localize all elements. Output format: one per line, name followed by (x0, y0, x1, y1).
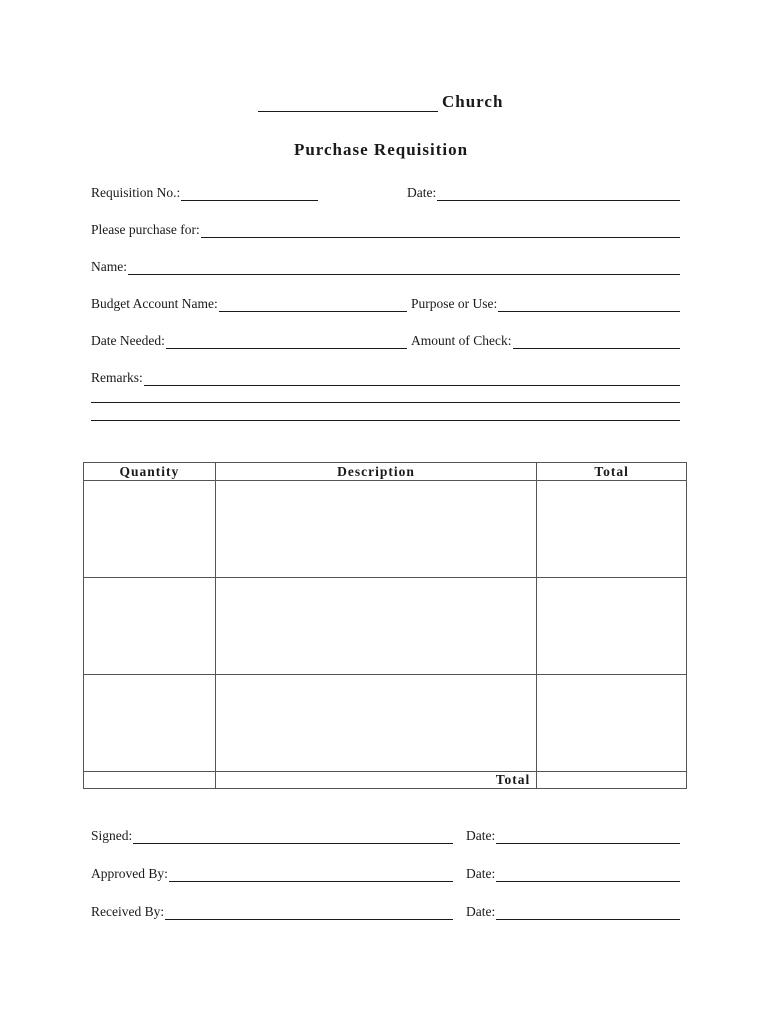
table-header-row (84, 463, 687, 481)
total-label: Total (215, 772, 536, 789)
purpose-line[interactable] (498, 297, 680, 312)
table-row (84, 481, 687, 578)
signed-line[interactable] (133, 829, 453, 844)
purpose-label: Purpose or Use: (411, 296, 498, 311)
quantity-cell[interactable] (84, 675, 216, 772)
quantity-header: Quantity (84, 463, 216, 481)
signed-date-label: Date: (466, 828, 496, 843)
grand-total-cell[interactable] (537, 772, 687, 789)
items-table (83, 462, 687, 789)
amount-of-check-field[interactable] (411, 331, 680, 349)
approved-date-field[interactable] (466, 864, 680, 882)
church-name-heading (258, 92, 528, 112)
date-field[interactable] (407, 183, 680, 201)
approved-date-label: Date: (466, 866, 496, 881)
page-title: Purchase Requisition (293, 140, 469, 159)
signed-date-field[interactable] (466, 826, 680, 844)
purchase-for-label: Please purchase for: (91, 222, 200, 237)
description-header: Description (215, 463, 536, 481)
church-label: Church (442, 92, 504, 111)
remarks-line-3[interactable] (91, 420, 680, 421)
approved-by-line[interactable] (169, 867, 453, 882)
remarks-label: Remarks: (91, 370, 143, 385)
budget-account-field[interactable] (91, 294, 407, 312)
received-by-field[interactable] (91, 902, 453, 920)
requisition-no-field[interactable] (91, 183, 318, 201)
approved-by-label: Approved By: (91, 866, 168, 881)
name-field[interactable] (91, 257, 680, 275)
purchase-for-line[interactable] (201, 223, 680, 238)
amount-of-check-label: Amount of Check: (411, 333, 512, 348)
budget-account-label: Budget Account Name: (91, 296, 218, 311)
approved-date-line[interactable] (496, 867, 680, 882)
purchase-for-field[interactable] (91, 220, 680, 238)
budget-account-line[interactable] (219, 297, 407, 312)
description-cell[interactable] (215, 481, 536, 578)
church-name-blank[interactable] (258, 93, 438, 112)
description-cell[interactable] (215, 578, 536, 675)
date-line[interactable] (437, 186, 680, 201)
purpose-field[interactable] (411, 294, 680, 312)
name-line[interactable] (128, 260, 680, 275)
signed-date-line[interactable] (496, 829, 680, 844)
requisition-no-label: Requisition No.: (91, 185, 181, 200)
total-cell[interactable] (537, 481, 687, 578)
remarks-line[interactable] (144, 371, 680, 386)
quantity-cell[interactable] (84, 481, 216, 578)
remarks-line-2[interactable] (91, 402, 680, 403)
table-row (84, 675, 687, 772)
total-row-empty-cell (84, 772, 216, 789)
received-by-line[interactable] (165, 905, 453, 920)
date-needed-field[interactable] (91, 331, 407, 349)
received-date-label: Date: (466, 904, 496, 919)
remarks-field[interactable] (91, 368, 680, 386)
approved-by-field[interactable] (91, 864, 453, 882)
quantity-cell[interactable] (84, 578, 216, 675)
description-cell[interactable] (215, 675, 536, 772)
name-label: Name: (91, 259, 127, 274)
received-date-field[interactable] (466, 902, 680, 920)
total-header: Total (537, 463, 687, 481)
signed-label: Signed: (91, 828, 133, 843)
requisition-no-line[interactable] (181, 186, 318, 201)
received-date-line[interactable] (496, 905, 680, 920)
received-by-label: Received By: (91, 904, 165, 919)
table-row (84, 578, 687, 675)
amount-of-check-line[interactable] (513, 334, 681, 349)
date-label: Date: (407, 185, 437, 200)
total-cell[interactable] (537, 675, 687, 772)
table-total-row (84, 772, 687, 789)
total-cell[interactable] (537, 578, 687, 675)
signed-field[interactable] (91, 826, 453, 844)
date-needed-line[interactable] (166, 334, 407, 349)
date-needed-label: Date Needed: (91, 333, 165, 348)
